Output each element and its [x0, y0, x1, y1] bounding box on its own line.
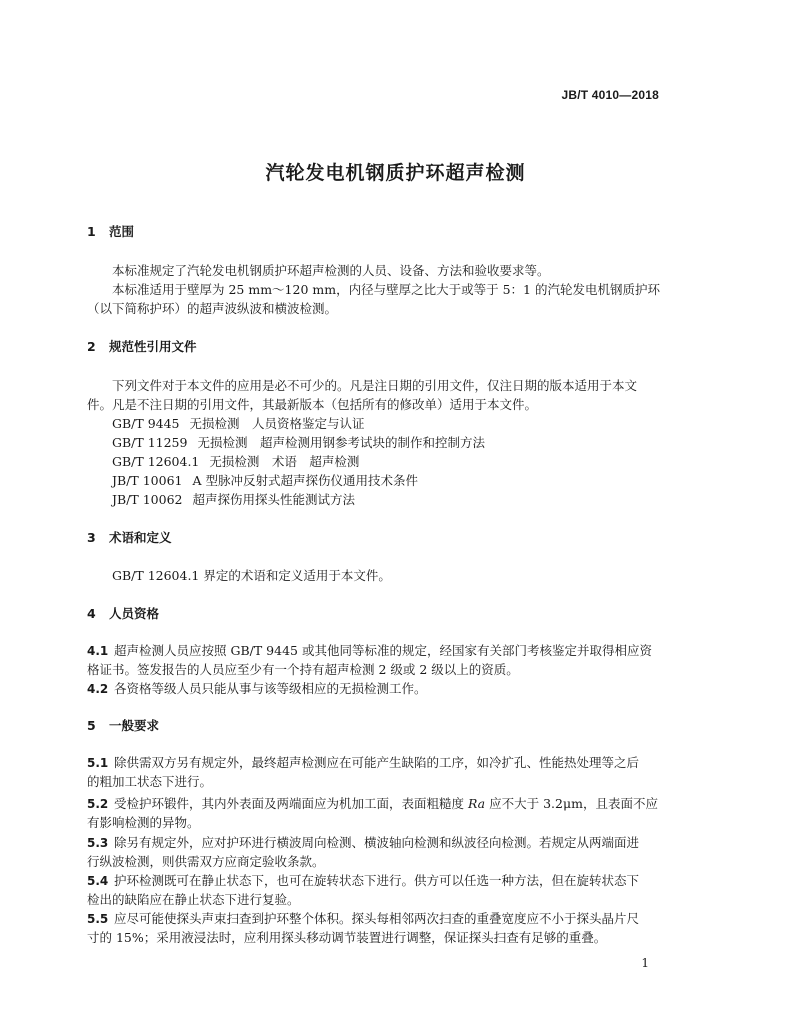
clause-number: 5.3	[87, 836, 109, 850]
clause-text: 超声检测人员应按照 GB/T 9445 或其他同等标准的规定，经国家有关部门考核鉴定并取得相应资	[114, 643, 652, 658]
clause-line	[87, 753, 639, 771]
page-number: 1	[641, 956, 649, 970]
document-title: 汽轮发电机钢质护环超声检测	[265, 162, 526, 184]
reference-code: GB/T 12604.1	[112, 454, 200, 469]
roughness-symbol: Ra	[467, 796, 486, 811]
reference-code: GB/T 9445	[112, 416, 180, 431]
reference-name: 无损检测 超声检测用钢参考试块的制作和控制方法	[197, 435, 485, 450]
section-heading-4	[87, 604, 159, 622]
clause-line	[87, 641, 652, 659]
section-number: 3	[87, 530, 96, 545]
clause-line	[87, 833, 639, 851]
clause-number: 4.2	[87, 682, 109, 696]
reference-item	[112, 490, 355, 508]
clause-text: 应尽可能使探头声束扫查到护环整个体积。探头每相邻两次扫查的重叠宽度应不小于探头晶片尺	[114, 911, 640, 926]
paragraph-line: 检出的缺陷应在静止状态下进行复验。	[87, 892, 300, 907]
document-code: JB/T 4010—2018	[561, 88, 659, 102]
paragraph-line: 有影响检测的异物。	[87, 815, 200, 830]
clause-line	[87, 871, 639, 889]
paragraph-line: 行纵波检测，则供需双方应商定验收条款。	[87, 854, 325, 869]
clause-text: 各资格等级人员只能从事与该等级相应的无损检测工作。	[114, 681, 427, 696]
clause-text: 受检护环锻件，其内外表面及两端面应为机加工面，表面粗糙度	[114, 796, 468, 811]
clause-number: 5.5	[87, 912, 109, 926]
section-title: 术语和定义	[109, 530, 172, 545]
reference-item	[112, 471, 418, 489]
paragraph-line: 的粗加工状态下进行。	[87, 774, 213, 789]
paragraph-line: GB/T 12604.1 界定的术语和定义适用于本文件。	[112, 568, 391, 583]
section-title: 范围	[109, 224, 135, 239]
paragraph-line: 本标准规定了汽轮发电机钢质护环超声检测的人员、设备、方法和验收要求等。	[112, 263, 550, 278]
clause-line	[87, 794, 658, 812]
reference-item	[112, 433, 485, 451]
section-number: 1	[87, 224, 96, 239]
section-title: 人员资格	[109, 606, 160, 621]
section-heading-3	[87, 528, 172, 546]
section-number: 2	[87, 339, 96, 354]
section-number: 5	[87, 718, 96, 733]
paragraph-line: 格证书。签发报告的人员应至少有一个持有超声检测 2 级或 2 级以上的资质。	[87, 662, 519, 677]
paragraph-line: 件。凡是不注日期的引用文件，其最新版本（包括所有的修改单）适用于本文件。	[87, 397, 538, 412]
paragraph-line: 下列文件对于本文件的应用是必不可少的。凡是注日期的引用文件，仅注日期的版本适用于本文	[112, 378, 638, 393]
reference-name: 无损检测 人员资格鉴定与认证	[189, 416, 365, 431]
clause-text: 除供需双方另有规定外，最终超声检测应在可能产生缺陷的工序，如冷扩孔、性能热处理等之后	[114, 755, 640, 770]
reference-code: JB/T 10062	[112, 492, 183, 507]
section-title: 规范性引用文件	[109, 339, 197, 354]
section-number: 4	[87, 606, 96, 621]
clause-number: 5.1	[87, 756, 109, 770]
reference-item	[112, 452, 359, 470]
reference-item	[112, 414, 365, 432]
reference-name: 超声探伤用探头性能测试方法	[192, 492, 355, 507]
paragraph-line: 本标准适用于壁厚为 25 mm～120 mm，内径与壁厚之比大于或等于 5：1 的汽轮发电机钢质护环	[112, 282, 660, 297]
reference-name: 无损检测 术语 超声检测	[209, 454, 360, 469]
paragraph-line: （以下简称护环）的超声波纵波和横波检测。	[87, 301, 338, 316]
section-heading-5	[87, 716, 159, 734]
clause-text: 除另有规定外，应对护环进行横波周向检测、横波轴向检测和纵波径向检测。若规定从两端面进	[114, 835, 640, 850]
clause-line	[87, 679, 427, 697]
section-heading-1	[87, 222, 134, 240]
clause-number: 5.2	[87, 797, 109, 811]
reference-name: A 型脉冲反射式超声探伤仪通用技术条件	[192, 473, 418, 488]
reference-code: JB/T 10061	[112, 473, 183, 488]
clause-number: 5.4	[87, 874, 109, 888]
section-title: 一般要求	[109, 718, 160, 733]
paragraph-line: 寸的 15%；采用液浸法时，应利用探头移动调节装置进行调整，保证探头扫查有足够的重叠。	[87, 930, 607, 945]
clause-text: 应不大于 3.2μm，且表面不应	[485, 796, 658, 811]
clause-text: 护环检测既可在静止状态下，也可在旋转状态下进行。供方可以任选一种方法，但在旋转状态下	[114, 873, 640, 888]
reference-code: GB/T 11259	[112, 435, 188, 450]
section-heading-2	[87, 337, 197, 355]
clause-line	[87, 909, 639, 927]
clause-number: 4.1	[87, 644, 109, 658]
